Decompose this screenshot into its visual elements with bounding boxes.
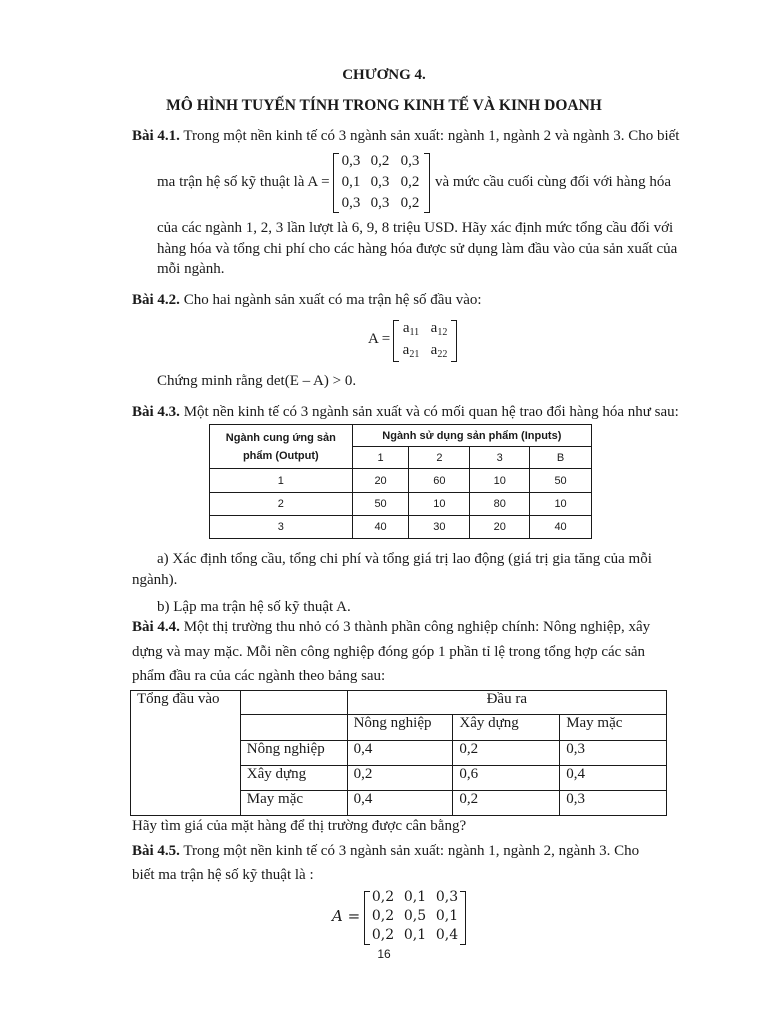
- table-row: [131, 741, 667, 766]
- table-cell: 0,3: [560, 791, 667, 816]
- exercise-text: Một thị trường thu nhỏ có 3 thành phần công nghiệp chính: Nông nghiệp, xây: [183, 619, 651, 635]
- exchange-table: [209, 424, 592, 539]
- exercise-label: Bài 4.2.: [132, 292, 180, 308]
- table-row: [210, 516, 592, 539]
- row-header-cell: Ngành cung ứng sản phẩm (Output): [210, 425, 353, 469]
- column-header: Nông nghiệp: [347, 715, 453, 741]
- exercise-4-4-line-2: dựng và may mặc. Mỗi nền công nghiệp đóng góp 1 phần tỉ lệ trong tổng hợp các sản: [132, 644, 646, 660]
- matrix-cell: 0,4: [435, 927, 459, 943]
- exercise-4-3-line-1: [132, 404, 679, 421]
- row-label: 3: [210, 516, 353, 539]
- table-cell: 40: [352, 516, 409, 539]
- exercise-4-2-line-1: [132, 292, 482, 309]
- exercise-label: Bài 4.4.: [132, 619, 180, 635]
- column-header: 3: [470, 447, 530, 469]
- column-header: 2: [409, 447, 470, 469]
- exercise-4-1-line-4: hàng hóa và tổng chi phí cho các hàng hóa được sử dụng làm đầu vào của sản xuất của: [157, 241, 678, 257]
- table-cell: 10: [470, 469, 530, 493]
- empty-cell: [240, 715, 347, 741]
- matrix-cell: 0,3: [400, 153, 420, 169]
- matrix-right-bracket: [424, 153, 430, 213]
- matrix-cell: 0,3: [370, 174, 390, 190]
- table-cell: 20: [352, 469, 409, 493]
- table-cell: 0,4: [347, 791, 453, 816]
- exercise-text: Trong một nền kinh tế có 3 ngành sản xuất: ngành 1, ngành 2, ngành 3. Cho: [183, 843, 640, 859]
- exercise-4-4-line-3: phẩm đầu ra của các ngành theo bảng sau:: [132, 668, 386, 684]
- table-cell: 0,3: [560, 741, 667, 766]
- matrix-cell: 0,5: [403, 908, 427, 924]
- exercise-4-4-line-1: [132, 619, 650, 636]
- matrix-cell: 0,2: [400, 195, 420, 211]
- empty-cell: [131, 766, 241, 791]
- exercise-4-1-line-1: [132, 128, 679, 145]
- table-cell: 30: [409, 516, 470, 539]
- matrix-cell: 0,2: [371, 908, 395, 924]
- table-row: [131, 791, 667, 816]
- empty-cell: [131, 741, 241, 766]
- input-output-table: [130, 690, 667, 816]
- table-cell: 10: [409, 493, 470, 516]
- exercise-label: Bài 4.1.: [132, 128, 180, 144]
- table-cell: 0,6: [453, 766, 560, 791]
- matrix-cell: 0,3: [435, 889, 459, 905]
- row-label: Nông nghiệp: [240, 741, 347, 766]
- output-header: Đầu ra: [347, 691, 666, 715]
- exercise-4-1-line-3: của các ngành 1, 2, 3 lần lượt là 6, 9, 8 triệu USD. Hãy xác định mức tổng cầu đối với: [157, 220, 674, 236]
- matrix-cell: 0,1: [403, 889, 427, 905]
- exercise-label: Bài 4.3.: [132, 404, 180, 420]
- column-header: B: [530, 447, 592, 469]
- row-label: 1: [210, 469, 353, 493]
- table-cell: 0,4: [347, 741, 453, 766]
- exercise-4-1-matrix-rhs: và mức cầu cuối cùng đối với hàng hóa: [435, 174, 671, 190]
- matrix-cell: 0,2: [370, 153, 390, 169]
- column-header: 1: [352, 447, 409, 469]
- table-cell: 0,2: [453, 791, 560, 816]
- chapter-number: CHƯƠNG 4.: [342, 67, 426, 83]
- row-label: Xây dựng: [240, 766, 347, 791]
- matrix-cell: 0,1: [403, 927, 427, 943]
- corner-cell: Tổng đầu vào: [131, 691, 241, 741]
- page-number: 16: [377, 947, 391, 961]
- table-cell: 50: [352, 493, 409, 516]
- matrix-lhs: A =: [332, 907, 361, 925]
- table-cell: 0,2: [453, 741, 560, 766]
- empty-cell: [240, 691, 347, 715]
- table-row: [210, 493, 592, 516]
- matrix-cell: 0,2: [371, 889, 395, 905]
- exercise-label: Bài 4.5.: [132, 843, 180, 859]
- matrix-cell: $a_{22}$: [430, 342, 448, 360]
- exercise-4-5-line-1: [132, 843, 639, 860]
- table-cell: 50: [530, 469, 592, 493]
- table-cell: 60: [409, 469, 470, 493]
- matrix-cell: 0,2: [371, 927, 395, 943]
- exercise-4-4-question: Hãy tìm giá của mặt hàng để thị trường được cân bằng?: [132, 818, 467, 834]
- exercise-4-1-matrix-lhs: ma trận hệ số kỹ thuật là A =: [157, 174, 330, 190]
- exercise-4-3-part-a-line-1: a) Xác định tổng cầu, tổng chi phí và tổng giá trị lao động (giá trị gia tăng của mỗi: [157, 551, 652, 567]
- exercise-text: Một nền kinh tế có 3 ngành sản xuất và có mối quan hệ trao đổi hàng hóa như sau:: [183, 404, 679, 420]
- table-row: [131, 766, 667, 791]
- chapter-title: MÔ HÌNH TUYẾN TÍNH TRONG KINH TẾ VÀ KINH DOANH: [166, 97, 602, 114]
- matrix-cell: $a_{21}$: [402, 342, 420, 360]
- row-label: May mặc: [240, 791, 347, 816]
- matrix-cell: $a_{12}$: [430, 320, 448, 338]
- exercise-4-3-part-b: b) Lập ma trận hệ số kỹ thuật A.: [157, 599, 351, 615]
- table-cell: 0,2: [347, 766, 453, 791]
- table-cell: 10: [530, 493, 592, 516]
- table-cell: 80: [470, 493, 530, 516]
- matrix-lhs: A =: [368, 331, 391, 347]
- table-cell: 0,4: [560, 766, 667, 791]
- matrix-cell: $a_{11}$: [402, 320, 420, 338]
- exercise-4-2-prove: Chứng minh rằng det(E – A) > 0.: [157, 373, 357, 389]
- matrix-cell: 0,2: [400, 174, 420, 190]
- exercise-text: Cho hai ngành sản xuất có ma trận hệ số đầu vào:: [183, 292, 482, 308]
- empty-cell: [131, 791, 241, 816]
- matrix-cell: 0,3: [370, 195, 390, 211]
- table-row: [210, 469, 592, 493]
- matrix-cell: 0,3: [341, 195, 361, 211]
- matrix-cell: 0,1: [435, 908, 459, 924]
- column-header: Xây dựng: [453, 715, 560, 741]
- column-group-header: Ngành sử dụng sản phẩm (Inputs): [352, 425, 591, 447]
- exercise-4-1-line-5: mỗi ngành.: [157, 261, 225, 277]
- row-label: 2: [210, 493, 353, 516]
- exercise-text: Trong một nền kinh tế có 3 ngành sản xuất: ngành 1, ngành 2 và ngành 3. Cho biết: [183, 128, 680, 144]
- column-header: May mặc: [560, 715, 667, 741]
- exercise-4-5-line-2: biết ma trận hệ số kỹ thuật là :: [132, 867, 314, 883]
- matrix-cell: 0,1: [341, 174, 361, 190]
- table-cell: 40: [530, 516, 592, 539]
- table-cell: 20: [470, 516, 530, 539]
- matrix-cell: 0,3: [341, 153, 361, 169]
- exercise-4-3-part-a-line-2: ngành).: [132, 572, 178, 588]
